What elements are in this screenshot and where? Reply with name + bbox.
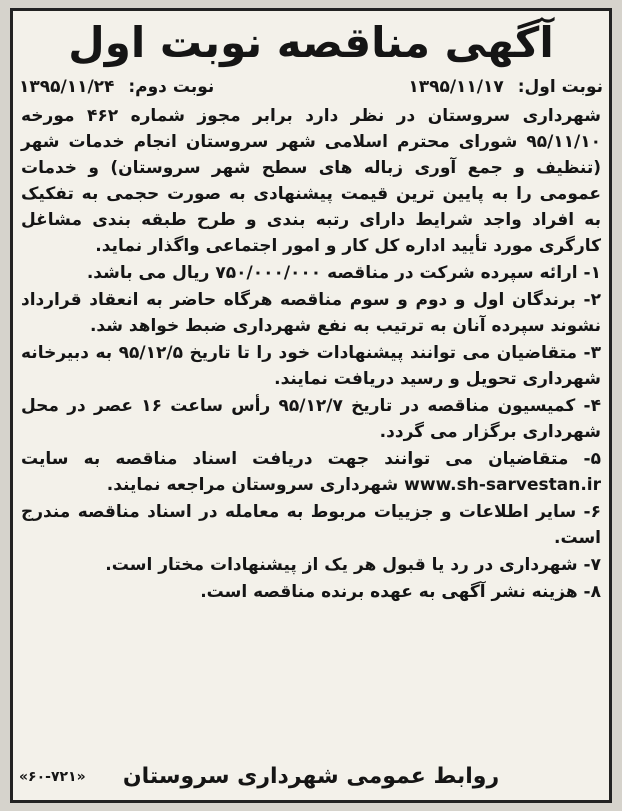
- condition-item-1: ۱- ارائه سپرده شرکت در مناقصه ۷۵۰/۰۰۰/۰۰۰ ریال می باشد.: [86, 263, 601, 283]
- notice-code: «۶۰-۷۲۱»: [19, 769, 86, 785]
- publication-dates: [19, 73, 603, 101]
- condition-item-7: ۷- شهرداری در رد یا قبول هر یک از پیشنهادات مختار است.: [105, 555, 601, 575]
- first-publication-label: نوبت اول:: [517, 77, 603, 97]
- notice-body: [21, 103, 601, 605]
- notice-title: آگهی مناقصه نوبت اول: [68, 18, 554, 67]
- first-publication: [408, 73, 603, 101]
- condition-item-4: ۴- کمیسیون مناقصه در تاریخ ۹۵/۱۲/۷ رأس ساعت ۱۶ عصر در محل شهرداری برگزار می گردد.: [21, 396, 601, 442]
- condition-item-8: ۸- هزینه نشر آگهی به عهده برنده مناقصه است.: [200, 582, 601, 602]
- condition-item-2: ۲- برندگان اول و دوم و سوم مناقصه هرگاه حاضر به انعقاد قرارداد نشوند سپرده آنان به ترتیب به نفع شهرداری ضبط خواهد شد.: [21, 290, 601, 336]
- condition-item-6: ۶- سایر اطلاعات و جزییات مربوط به معامله در اسناد مناقصه مندرج است.: [21, 502, 601, 548]
- second-publication: [19, 73, 214, 101]
- signature: روابط عمومی شهرداری سروستان: [122, 764, 500, 789]
- intro-paragraph: شهرداری سروستان در نظر دارد برابر مجوز شماره ۴۶۲ مورخه ۹۵/۱۱/۱۰ شورای محترم اسلامی شهر سروستان انجام خدمات شهر (تنظیف و جمع آوری زباله های سطح شهر سروستان) و خدمات عمومی را به پایین ترین قیمت پیشنهادی به صورت حجمی به تفکیک به افراد واجد شرایط دارای رتبه بندی و طرح طبقه بندی مشاغل کارگری مورد تأیید اداره کل کار و امور اجتماعی واگذار نماید.: [21, 106, 602, 256]
- condition-item-5: ۵- متقاضیان می توانند جهت دریافت اسناد مناقصه به سایت www.sh-sarvestan.ir شهرداری سروستان مراجعه نمایند.: [21, 449, 601, 495]
- tender-notice: [10, 8, 612, 803]
- second-publication-label: نوبت دوم:: [128, 77, 215, 97]
- condition-item-3: ۳- متقاضیان می توانند پیشنهادات خود را تا تاریخ ۹۵/۱۲/۵ به دبیرخانه شهرداری تحویل و رسید دریافت نمایند.: [21, 343, 602, 389]
- second-publication-date: ۱۳۹۵/۱۱/۲۴: [19, 77, 115, 97]
- notice-footer: [19, 760, 603, 794]
- first-publication-date: ۱۳۹۵/۱۱/۱۷: [408, 77, 504, 97]
